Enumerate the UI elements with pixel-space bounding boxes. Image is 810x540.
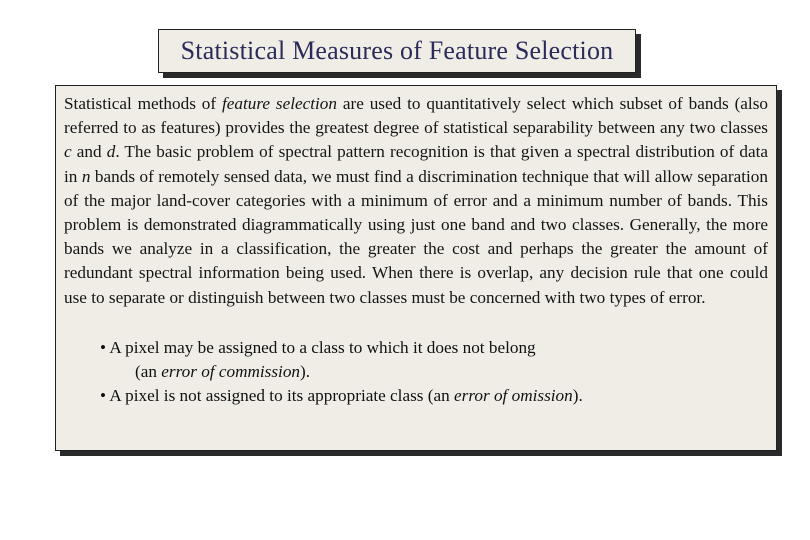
bullet-1-continuation — [100, 360, 768, 384]
term-error-of-commission: error of commission — [161, 362, 301, 382]
bullet-1-text: • A pixel may be assigned to a class to which it does not belong — [100, 337, 536, 357]
error-types-list — [64, 336, 768, 409]
para-text-2: are used to quantitatively select which subset of bands (also referred to as features) provides the greatest degree of statistical separability between any two classes — [64, 94, 768, 138]
para-text-5: bands of remotely sensed data, we must find a discrimination technique that will allow separation of the major land-cover categories with a minimum of error and a minimum number of bands. This problem is demonstrated diagrammatically using just one band and two classes. Generally, the more bands we analyze in a classification, the greater the cost and perhaps the greater the amount of redundant spectral information being used. When there is overlap, any decision rule that one could use to separate or distinguish between two classes must be concerned with two types of error. — [64, 166, 768, 307]
term-feature-selection: feature selection — [221, 94, 337, 113]
bullet-1-pre: (an — [135, 362, 162, 382]
para-text-3: and — [71, 142, 107, 162]
var-c: c — [64, 142, 72, 162]
para-text-1: Statistical methods of — [64, 94, 222, 113]
bullet-1-post: ). — [300, 362, 311, 382]
para-text-4: . The basic problem of spectral pattern recognition is that given a spectral distribution of data in — [64, 142, 768, 186]
var-d: d — [106, 142, 116, 162]
term-error-of-omission: error of omission — [454, 386, 573, 406]
main-paragraph — [64, 92, 768, 310]
list-item-commission — [100, 336, 768, 384]
var-n: n — [81, 166, 91, 186]
bullet-2-post: ). — [572, 386, 583, 406]
list-item-omission — [100, 384, 768, 408]
bullet-2-text: • A pixel is not assigned to its appropriate class (an — [100, 386, 455, 406]
slide-title: Statistical Measures of Feature Selection — [158, 29, 636, 73]
content-box — [55, 85, 777, 451]
